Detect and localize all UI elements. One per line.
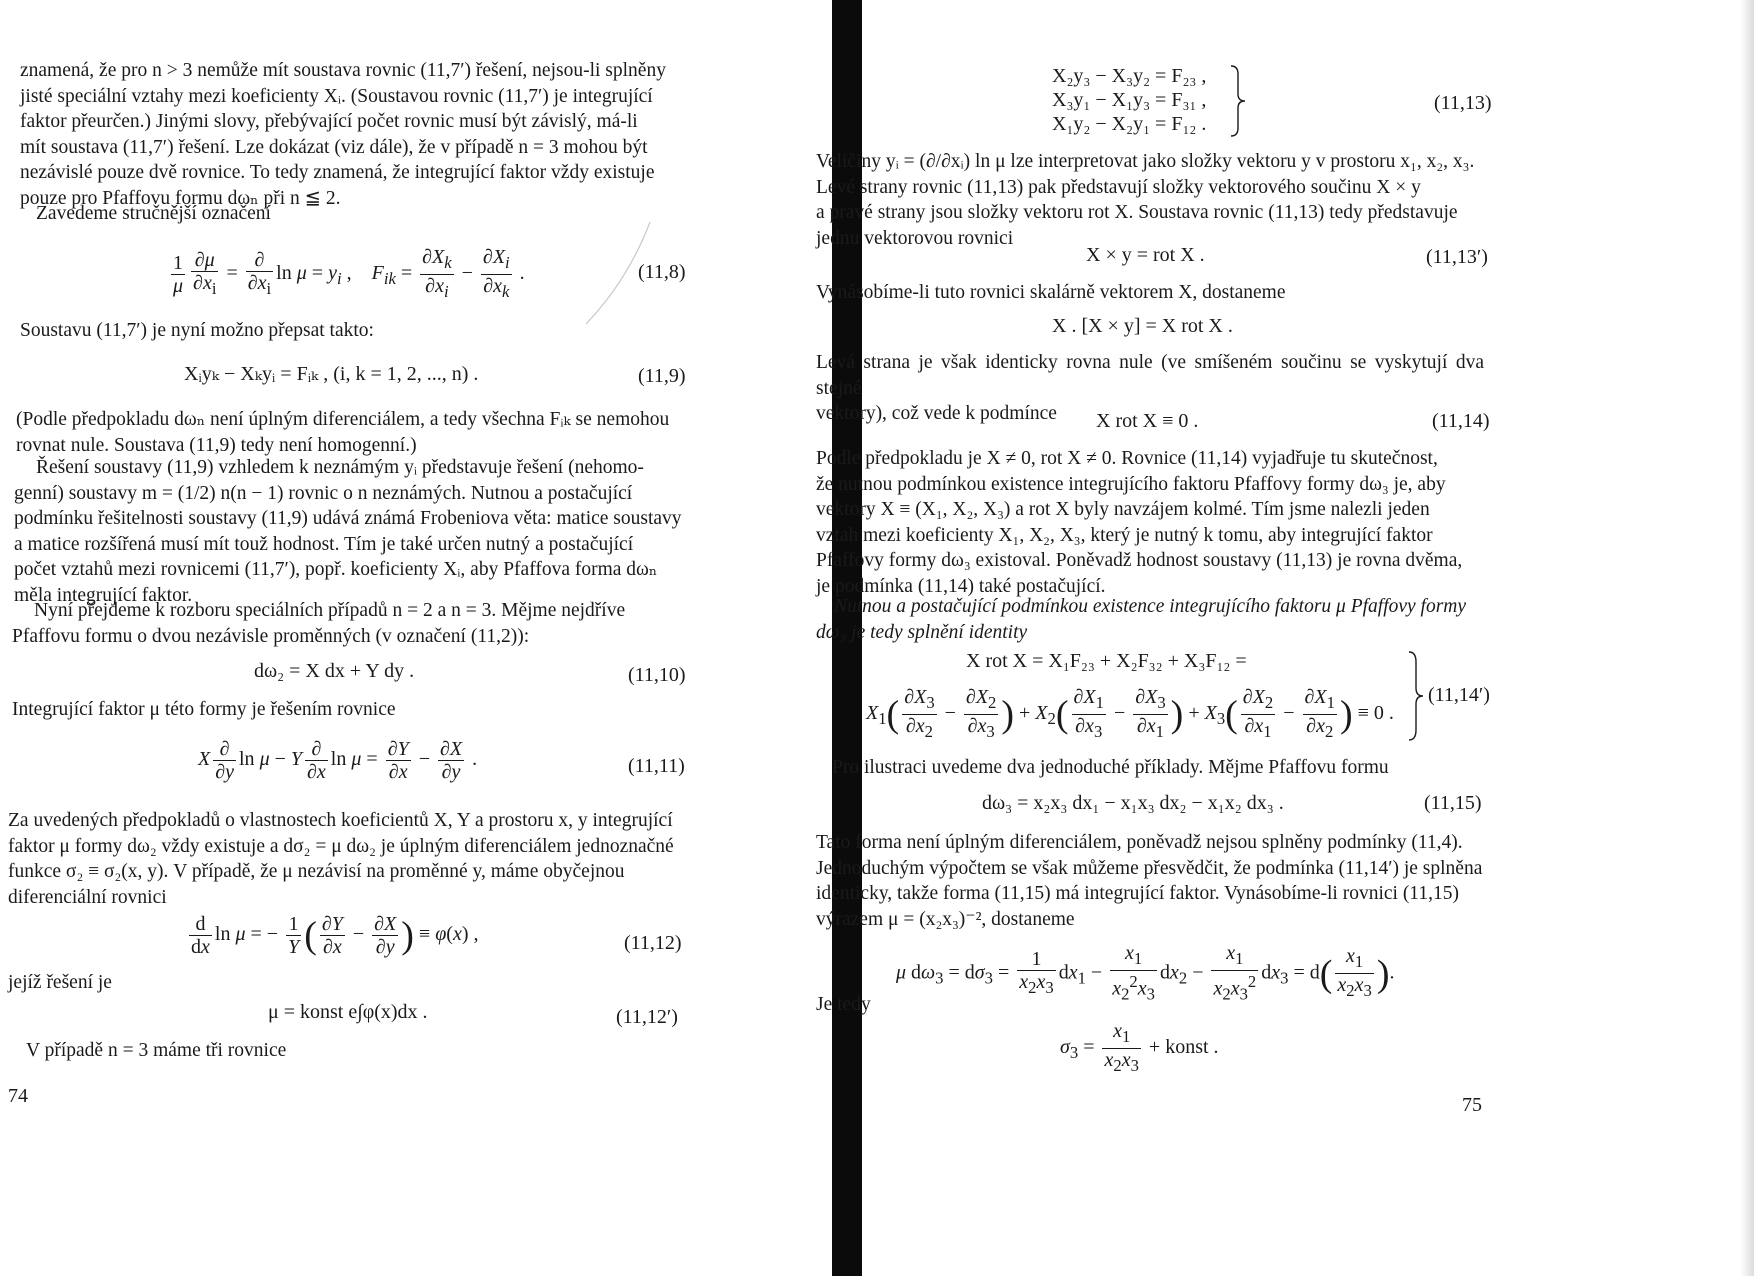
left-para-5: Řešení soustavy (11,9) vzhledem k neznámým yᵢ představuje řešení (nehomo- genní) soustavy m = (1/2) n(n − 1) rovnic o n neznámých. Nutnou a postačující podmínku řešitelnosti soustavy (11,9) udává známá Frobeniova věta: matice soustavy a matice rozšířená musí mít touž hodnost. Tím je také určen nutný a postačující počet vztahů mezi rovnicemi (11,7′), popř. koeficienty Xᵢ, aby Pfaffova forma dωₙ měla integrující faktor. — [14, 457, 682, 606]
right-page — [816, 0, 1754, 1276]
left-para-4: (Podle předpokladu dωₙ není úplným diferenciálem, a tedy všechna Fᵢₖ se nemohou rovnat nule. Soustava (11,9) tedy není homogenní.) — [16, 409, 670, 456]
equation-number-11-15: (11,15) — [1424, 792, 1482, 814]
right-para-7: Tato forma není úplným diferenciálem, poněvadž nejsou splněny podmínky (11,4). Jednoduchým výpočtem se však můžeme přesvědčit, že podmínka (11,14′) je splněna identicky, takže forma (11,15) má integrující faktor. Vynásobíme-li rovnici (11,15) výrazem μ = (x₂x₃)⁻², dostaneme — [816, 832, 1483, 930]
equation-11-8: $\frac{1}{\mu}$ $\frac{\partial\mu}{\partial x_i}$ = $\frac{\partial}{\partial x_i}$ $\ln \mu = y_i$ , $F_{ik}$ = $\frac{\partial X_k}{\partial x_i}$ − $\frac{\partial X_i}{\partial x_k}$ . — [173, 246, 525, 301]
equation-number-11-9: (11,9) — [638, 365, 686, 387]
left-para-6: Nyní přejdeme k rozboru speciálních případů n = 2 a n = 3. Mějme nejdříve Pfaffovu formu o dvou nezávisle proměnných (v označení (11,2)): — [12, 600, 626, 647]
equation-11-13-prime: X × y = rot X . — [1086, 244, 1205, 266]
equation-11-12: $\frac{d}{dx}$ ln μ = − $\frac{1}{Y}$ ( $\frac{\partial Y}{\partial x}$ − $\frac{\partial X}{\partial y}$ ) ≡ φ(x) , — [191, 913, 479, 958]
left-para-8: Za uvedených předpokladů o vlastnostech koeficientů X, Y a prostoru x, y integrující faktor μ formy dω₂ vždy existuje a dσ₂ = μ dω₂ je úplným diferenciálem jednoznačné funkce σ₂ ≡ σ₂(x, y). V případě, že μ nezávisí na proměnné y, máme obyčejnou diferenciální rovnici — [8, 810, 674, 908]
right-para-5: Nutnou a postačující podmínkou existence integrujícího faktoru μ Pfaffovy formy dω₃ je tedy splnění identity — [816, 596, 1467, 643]
equation-number-11-14: (11,14) — [1432, 410, 1490, 432]
left-para-2: Zavedeme stručnější označení — [36, 203, 271, 224]
equation-dot-product: X . [X × y] = X rot X . — [1052, 315, 1233, 337]
left-page — [0, 0, 832, 1276]
right-brace-11-13 — [1228, 64, 1248, 138]
equation-11-14-prime-line-2: $X_1$( $\frac{\partial X_3}{\partial x_2}$ − $\frac{\partial X_2}{\partial x_3}$ ) + $X_2$( $\frac{\partial X_1}{\partial x_3}$ − $\frac{\partial X_3}{\partial x_1}$ ) + $X_3$( $\frac{\partial X_2}{\partial x_1}$ − $\frac{\partial X_1}{\partial x_2}$ ) ≡ 0 . — [866, 686, 1394, 741]
left-para-1: znamená, že pro n > 3 nemůže mít soustava rovnic (11,7′) řešení, nejsou-li splněny jisté speciální vztahy mezi koeficienty Xᵢ. (Soustavou rovnic (11,7′) je integrující faktor přeurčen.) Jinými slovy, přebývající počet rovnic musí být závislý, má-li mít soustava (11,7′) řešení. Lze dokázat (viz dále), že v případě n = 3 mohou být nezávislé pouze dvě rovnice. To tedy znamená, že integrující faktor vždy existuje pouze pro Pfaffovu formu dωₙ při n ≦ 2. — [20, 60, 666, 209]
equation-number-11-12: (11,12) — [624, 932, 682, 954]
equation-11-11: X $\frac{\partial}{\partial y}$ ln μ − Y $\frac{\partial}{\partial x}$ ln μ = $\frac{\partial Y}{\partial x}$ − $\frac{\partial X}{\partial y}$ . — [198, 738, 478, 783]
equation-number-11-13-prime: (11,13′) — [1426, 246, 1488, 268]
equation-11-13: X₂y₃ − X₃y₂ = F₂₃ , X₃y₁ − X₁y₃ = F₃₁ , X₁y₂ − X₂y₁ = F₁₂ . — [1052, 65, 1207, 135]
page-number-right: 75 — [1462, 1094, 1482, 1116]
equation-11-15: dω₃ = x₂x₃ dx₁ − x₁x₃ dx₂ − x₁x₂ dx₃ . — [982, 792, 1284, 814]
equation-number-11-8: (11,8) — [638, 261, 686, 283]
equation-11-14-prime-line-1: X rot X = X₁F₂₃ + X₂F₃₂ + X₃F₁₂ = — [966, 650, 1247, 672]
equation-11-14: X rot X ≡ 0 . — [1096, 410, 1199, 432]
right-para-1: Veličiny yᵢ = (∂/∂xᵢ) ln μ lze interpretovat jako složky vektoru y v prostoru x₁, x₂, x₃. Levé strany rovnic (11,13) pak představují složky vektorového součinu X × y a pravé strany jsou složky vektoru rot X. Soustava rovnic (11,13) tedy představuje jednu vektorovou rovnici — [816, 151, 1475, 249]
right-para-2: Vynásobíme-li tuto rovnici skalárně vektorem X, dostaneme — [816, 282, 1286, 303]
equation-11-9: Xᵢyₖ − Xₖyᵢ = Fᵢₖ , (i, k = 1, 2, ..., n) . — [184, 363, 479, 385]
equation-number-11-14-prime: (11,14′) — [1428, 684, 1490, 706]
page-number-left: 74 — [8, 1085, 28, 1107]
right-para-4: Podle předpokladu je X ≠ 0, rot X ≠ 0. Rovnice (11,14) vyjadřuje tu skutečnost, že nutnou podmínkou existence integrujícího faktoru Pfaffovy formy dω₃ je, aby vektory X ≡ (X₁, X₂, X₃) a rot X byly navzájem kolmé. Tím jsme nalezli jeden vztah mezi koeficienty X₁, X₂, X₃, který je nutný k tomu, aby integrující faktor Pfaffovy formy dω₃ existoval. Poněvadž hodnost soustavy (11,13) je rovna dvěma, je podmínka (11,14) také postačující. — [816, 448, 1463, 597]
right-para-8: Je tedy — [816, 994, 871, 1015]
equation-mu-d-omega: μ $d\omega_3 = d\sigma_3$ = $\frac{1}{x_2x_3}$ $dx_1$ − $\frac{x_1}{x_2^2x_3}$ $dx_2$ − $\frac{x_1}{x_2x_3^2}$ $dx_3 = d$( $\frac{x_1}{x_2x_3}$ ). — [896, 942, 1395, 1004]
equation-sigma-3: $\sigma_3$ = $\frac{x_1}{x_2x_3}$ + konst . — [1060, 1020, 1219, 1075]
equation-11-12-prime: μ = konst e∫φ(x)dx . — [268, 1001, 428, 1023]
equation-number-11-13: (11,13) — [1434, 92, 1492, 114]
left-para-10: V případě n = 3 máme tři rovnice — [26, 1040, 287, 1061]
left-para-7: Integrující faktor μ této formy je řešením rovnice — [12, 699, 396, 720]
right-para-6: Pro ilustraci uvedeme dva jednoduché příklady. Mějme Pfaffovu formu — [832, 757, 1389, 778]
equation-11-10: dω₂ = X dx + Y dy . — [254, 660, 415, 682]
left-para-3: Soustavu (11,7′) je nyní možno přepsat takto: — [20, 320, 374, 341]
left-para-9: jejíž řešení je — [8, 972, 112, 993]
right-para-3: Levá strana je však identicky rovna nule (ve smíšeném součinu se vyskytují dva stejné vektory), což vede k podmínce — [816, 352, 1484, 425]
equation-number-11-10: (11,10) — [628, 664, 686, 686]
right-brace-11-14-prime — [1406, 650, 1426, 742]
equation-number-11-11: (11,11) — [628, 755, 685, 777]
pencil-mark — [578, 220, 658, 330]
equation-number-11-12-prime: (11,12′) — [616, 1006, 678, 1028]
right-page-edge-shadow — [1740, 0, 1754, 1276]
